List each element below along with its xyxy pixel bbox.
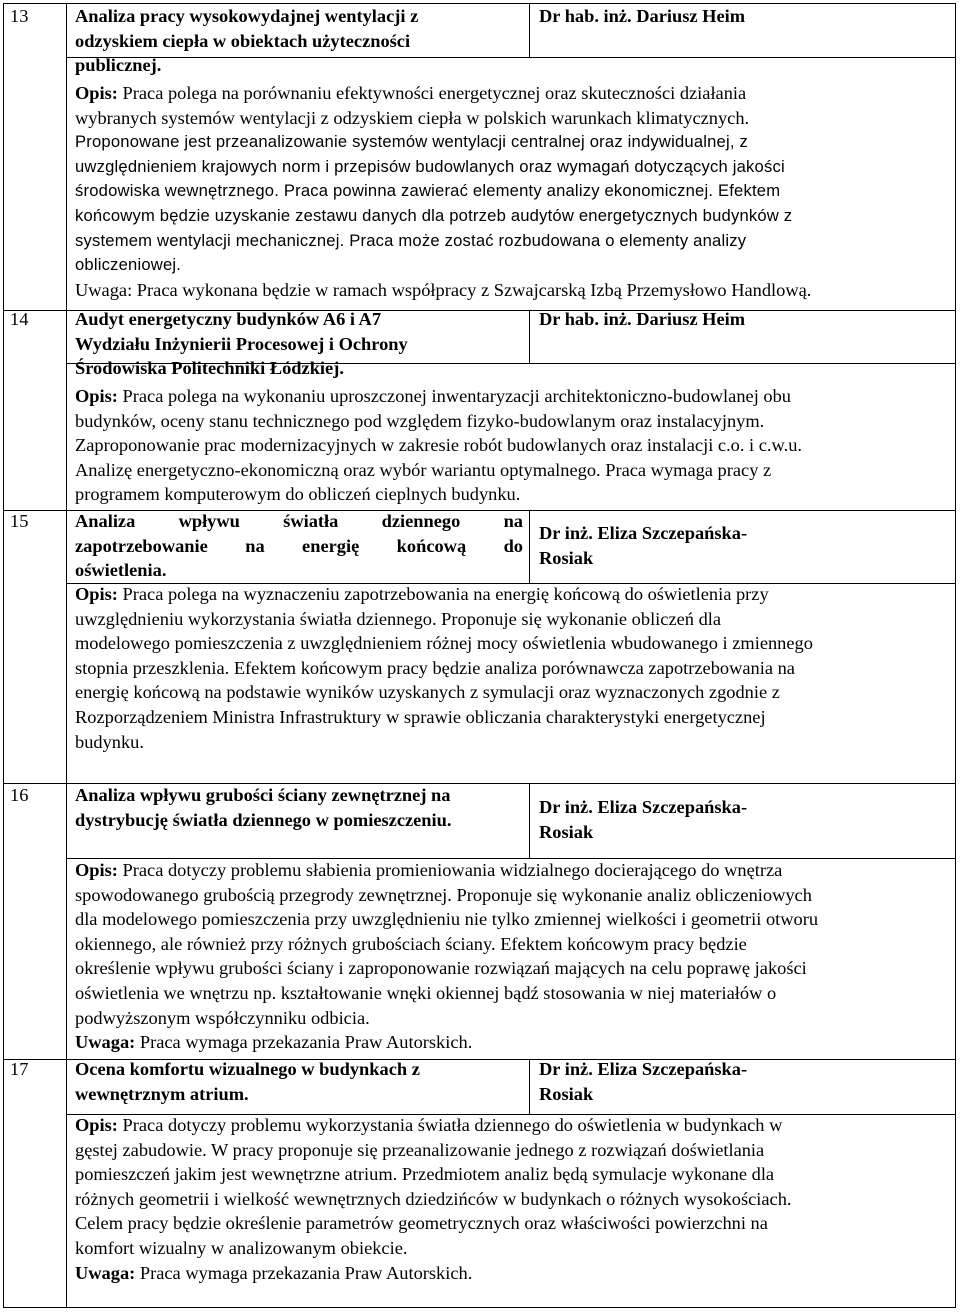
topic-title: Analiza wpływu grubości ściany zewnętrznej na dystrybucję światła dziennego w pomieszczeniu. (75, 785, 452, 830)
topic-description: Opis: Praca polega na wyznaczeniu zapotrzebowania na energię końcową do oświetlenia przy uwzględnieniu wykorzystania światła dziennego. Proponuje się wykonanie obliczeń dla modelowego pomieszczenia z uwzględnieniem różnej mocy oświetlenia wbudowanego i zmiennego stopnia przeszklenia. Efektem końcowym pracy będzie analiza porównawcza zapotrzebowania na energię końcową na podstawie wyników uzyskanych z symulacji oraz wyznaczonych zgodnie z Rozporządzeniem Ministra Infrastruktury w sprawie obliczania charakterystyki energetycznej budynku. (75, 584, 813, 752)
column-divider-supervisor (529, 783, 530, 858)
description-label: Opis: (75, 83, 118, 103)
topic-title: Analiza pracy wysokowydajnej wentylacji z odzyskiem ciepła w obiektach użyteczności publicznej. (75, 6, 419, 76)
topic-number: 17 (10, 1059, 29, 1079)
description-label: Opis: (75, 860, 118, 880)
column-divider-number (66, 4, 67, 1307)
supervisor-name: Dr hab. inż. Dariusz Heim (539, 309, 746, 329)
supervisor-name: Dr hab. inż. Dariusz Heim (539, 6, 746, 26)
column-divider-supervisor (529, 310, 530, 363)
column-divider-supervisor (529, 1059, 530, 1114)
topic-description: Opis: Praca polega na porównaniu efektywności energetycznej oraz skuteczności działania wybranych systemów wentylacji z odzyskiem ciepła w polskich warunkach klimatycznych. Proponowane jest przeanalizowanie systemów wentylacji centralnej oraz indywidualnej, z uwzględnieniem krajowych norm i przepisów budowlanych oraz wymagań dotyczących jakości środowiska wewnętrznego. Praca powinna zawierać elementy analizy ekonomicznej. Efektem końcowym będzie uzyskanie zestawu danych dla potrzeb audytów energetycznych budynków z systemem wentylacji mechanicznej. Praca może zostać rozbudowana o elementy analizy obliczeniowej. Uwaga: Praca wykonana będzie w ramach współpracy z Szwajcarską Izbą Przemysłowo Handlową. (75, 81, 948, 302)
topic-note: Uwaga: Praca wymaga przekazania Praw Autorskich. (75, 1032, 473, 1053)
column-divider-supervisor (529, 510, 530, 583)
note-label: Uwaga: (75, 279, 133, 300)
topic-description: Opis: Praca dotyczy problemu wykorzystania światła dziennego do oświetlenia w budynkach w gęstej zabudowie. W pracy proponuje się przeanalizowanie jednego z rozwiązań doświetlania pomieszczeń jakim jest wewnętrzne atrium. Przedmiotem analiz będą symulacje wykonane dla różnych geometrii i wielkość wewnętrznych dziedzińców w budynkach o różnych wysokościach. Celem pracy będzie określenie parametrów geometrycznych oraz właściwości powierzchni na komfort wizualny w analizowanym obiekcie. Uwaga: Praca wymaga przekazania Praw Autorskich. (75, 1113, 948, 1285)
supervisor-name: Dr inż. Eliza Szczepańska- Rosiak (539, 797, 748, 842)
topic-title: Audyt energetyczny budynków A6 i A7 Wydziału Inżynierii Procesowej i Ochrony Środowiska Politechniki Łódzkiej. (75, 309, 408, 379)
column-divider-supervisor (529, 4, 530, 57)
topic-number: 15 (10, 511, 29, 531)
topic-description: Opis: Praca dotyczy problemu słabienia promieniowania widzialnego docierającego do wnętrza spowodowanego grubością przegrody zewnętrznej. Proponuje się wykonanie analiz obliczeniowych dla modelowego pomieszczenia przy uwzględnieniu nie tylko zmiennej wielkości i geometrii otworu okiennego, ale również przy różnych grubościach ściany. Efektem końcowym pracy będzie określenie wpływu grubości ściany i zaproponowanie rozwiązań mających na celu poprawę jakości oświetlenia we wnętrzu np. kształtowanie wnęki okiennej bądź stosowania w niej materiałów o podwyższonym współczynniku odbicia. Uwaga: Praca wymaga przekazania Praw Autorskich. (75, 858, 948, 1055)
topic-title: Ocena komfortu wizualnego w budynkach z wewnętrznym atrium. (75, 1059, 420, 1104)
supervisor-name: Dr inż. Eliza Szczepańska- Rosiak (539, 1059, 748, 1104)
description-label: Opis: (75, 584, 118, 604)
topic-number: 13 (10, 6, 29, 26)
description-label: Opis: (75, 1115, 118, 1135)
topic-title: Analiza wpływu światła dziennego na zapotrzebowanie na energię końcową do oświetlenia. (75, 511, 523, 581)
topic-number: 14 (10, 309, 29, 329)
topic-number: 16 (10, 785, 29, 805)
description-label: Opis: (75, 386, 118, 406)
note-label: Uwaga: (75, 1262, 136, 1283)
topic-note: Uwaga: Praca wymaga przekazania Praw Autorskich. (75, 1262, 473, 1283)
supervisor-name: Dr inż. Eliza Szczepańska- Rosiak (539, 523, 748, 568)
topic-note: Uwaga: Praca wykonana będzie w ramach współpracy z Szwajcarską Izbą Przemysłowo Handlową. (75, 279, 812, 300)
topic-description: Opis: Praca polega na wykonaniu uproszczonej inwentaryzacji architektoniczno-budowlanej obu budynków, oceny stanu technicznego pod względem fizyko-budowlanym oraz instalacyjnym. Zaproponowanie prac modernizacyjnych w zakresie robót budowlanych oraz instalacji c.o. i c.w.u. Analizę energetyczno-ekonomiczną oraz wybór wariantu optymalnego. Praca wymaga pracy z programem komputerowym do obliczeń cieplnych budynku. (75, 386, 803, 505)
note-label: Uwaga: (75, 1032, 136, 1053)
